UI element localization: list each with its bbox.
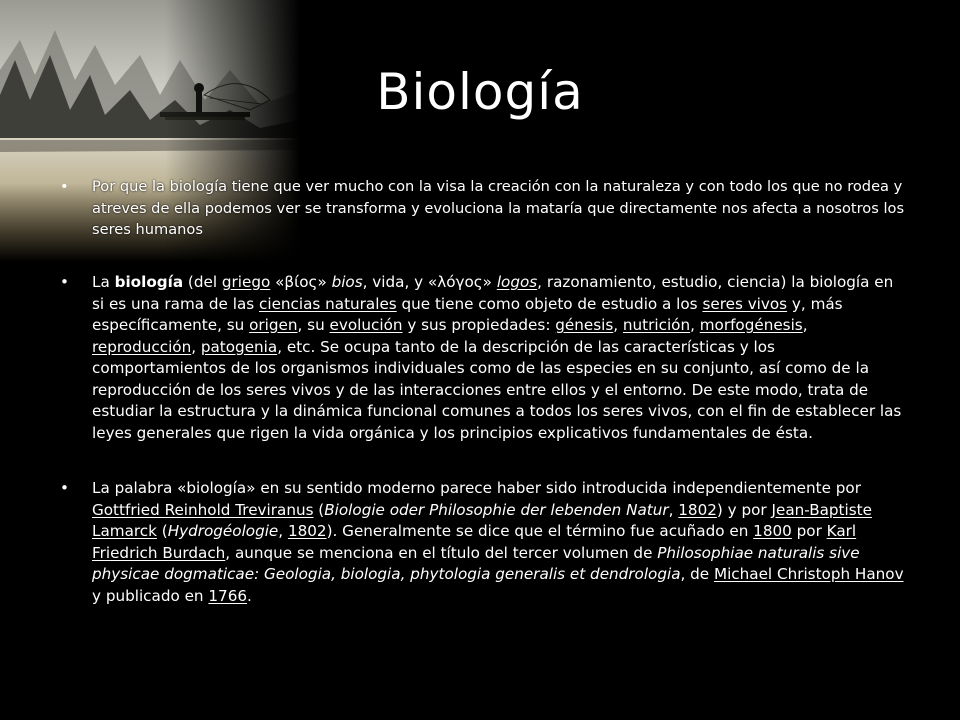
book-title-philosophiae: Philosophiae naturalis sive physicae dogmaticae: Geologia, biologia, phytologia generalis et dendrologia (92, 543, 860, 583)
bullet-intro (92, 176, 910, 241)
text: , de (680, 565, 714, 583)
text: ) y por (716, 500, 772, 519)
text: , (191, 337, 201, 356)
text: ( (156, 522, 168, 540)
link-treviranus[interactable]: Gottfried Reinhold Treviranus (92, 500, 314, 519)
bullet-intro-text: Por que la biología tiene que ver mucho con la visa la creación con la naturaleza y con todo los que no rodea y atreves de ella podemos ver se transforma y evoluciona la mataría que directamente nos afecta a nosotros los seres humanos (92, 178, 905, 238)
text: , razonamiento, estudio, ciencia) la biología en si es una rama de las (92, 273, 894, 313)
text: , (668, 500, 679, 519)
link-morfogenesis[interactable]: morfogénesis (699, 316, 803, 334)
text: , aunque se menciona en el título del tercer volumen de (225, 543, 658, 562)
text: . (247, 586, 252, 605)
link-griego[interactable]: griego (221, 273, 271, 291)
link-burdach[interactable]: Karl Friedrich Burdach (92, 522, 857, 562)
link-reproduccion[interactable]: reproducción (92, 337, 192, 356)
link-1802-b[interactable]: 1802 (287, 522, 327, 540)
text: , vida, y «λόγος» (362, 273, 497, 291)
text: , (690, 316, 700, 334)
link-logos[interactable]: logos (496, 273, 538, 291)
link-1802-a[interactable]: 1802 (678, 500, 717, 519)
text: La (92, 273, 115, 291)
text: La palabra «biología» en su sentido moderno parece haber sido introducida independientemente por (92, 479, 861, 497)
link-hanov[interactable]: Michael Christoph Hanov (713, 565, 904, 583)
book-title-biologie: Biologie oder Philosophie der lebenden Natur (324, 500, 669, 519)
text: y publicado en (92, 586, 209, 605)
link-seres-vivos[interactable]: seres vivos (702, 294, 788, 313)
slide-title: Biología (376, 63, 584, 121)
text: que tiene como objeto de estudio a los (396, 294, 703, 313)
link-nutricion[interactable]: nutrición (622, 316, 691, 334)
term-bios: bios (331, 273, 363, 291)
text: ( (313, 500, 325, 519)
text: , etc. Se ocupa tanto de la descripción de las características y los comportamientos de los organismos individuales como de las especies en su conjunto, así como de la reproducción de los seres vivos y de las interacciones entre ellos y el entorno. De este modo, trata de estudiar la estructura y la dinámica funcional comunes a todos los seres vivos, con el fin de establecer las leyes generales que rigen la vida orgánica y los principios explicativos fundamentales de ésta. (92, 337, 902, 442)
text: por (791, 522, 827, 540)
text: y sus propiedades: (402, 316, 556, 334)
link-lamarck[interactable]: Jean-Baptiste Lamarck (92, 500, 872, 540)
bullet-definition (92, 272, 910, 444)
text: «βίος» (270, 273, 332, 291)
link-genesis[interactable]: génesis (555, 316, 614, 334)
link-1766[interactable]: 1766 (208, 586, 248, 605)
term-biologia: biología (114, 273, 184, 291)
link-ciencias-naturales[interactable]: ciencias naturales (259, 294, 397, 313)
text: , (802, 316, 808, 334)
text: , (278, 522, 288, 540)
bullet-etymology (92, 478, 910, 607)
link-patogenia[interactable]: patogenia (200, 337, 278, 356)
text: y, más específicamente, su (92, 294, 843, 334)
text: ). Generalmente se dice que el término fue acuñado en (326, 522, 754, 540)
link-origen[interactable]: origen (249, 316, 298, 334)
text: , su (297, 316, 330, 334)
link-evolucion[interactable]: evolución (329, 316, 403, 334)
text: , (613, 316, 623, 334)
link-1800[interactable]: 1800 (753, 522, 792, 540)
text: (del (183, 273, 222, 291)
book-title-hydrogeologie: Hydrogéologie (167, 522, 279, 540)
